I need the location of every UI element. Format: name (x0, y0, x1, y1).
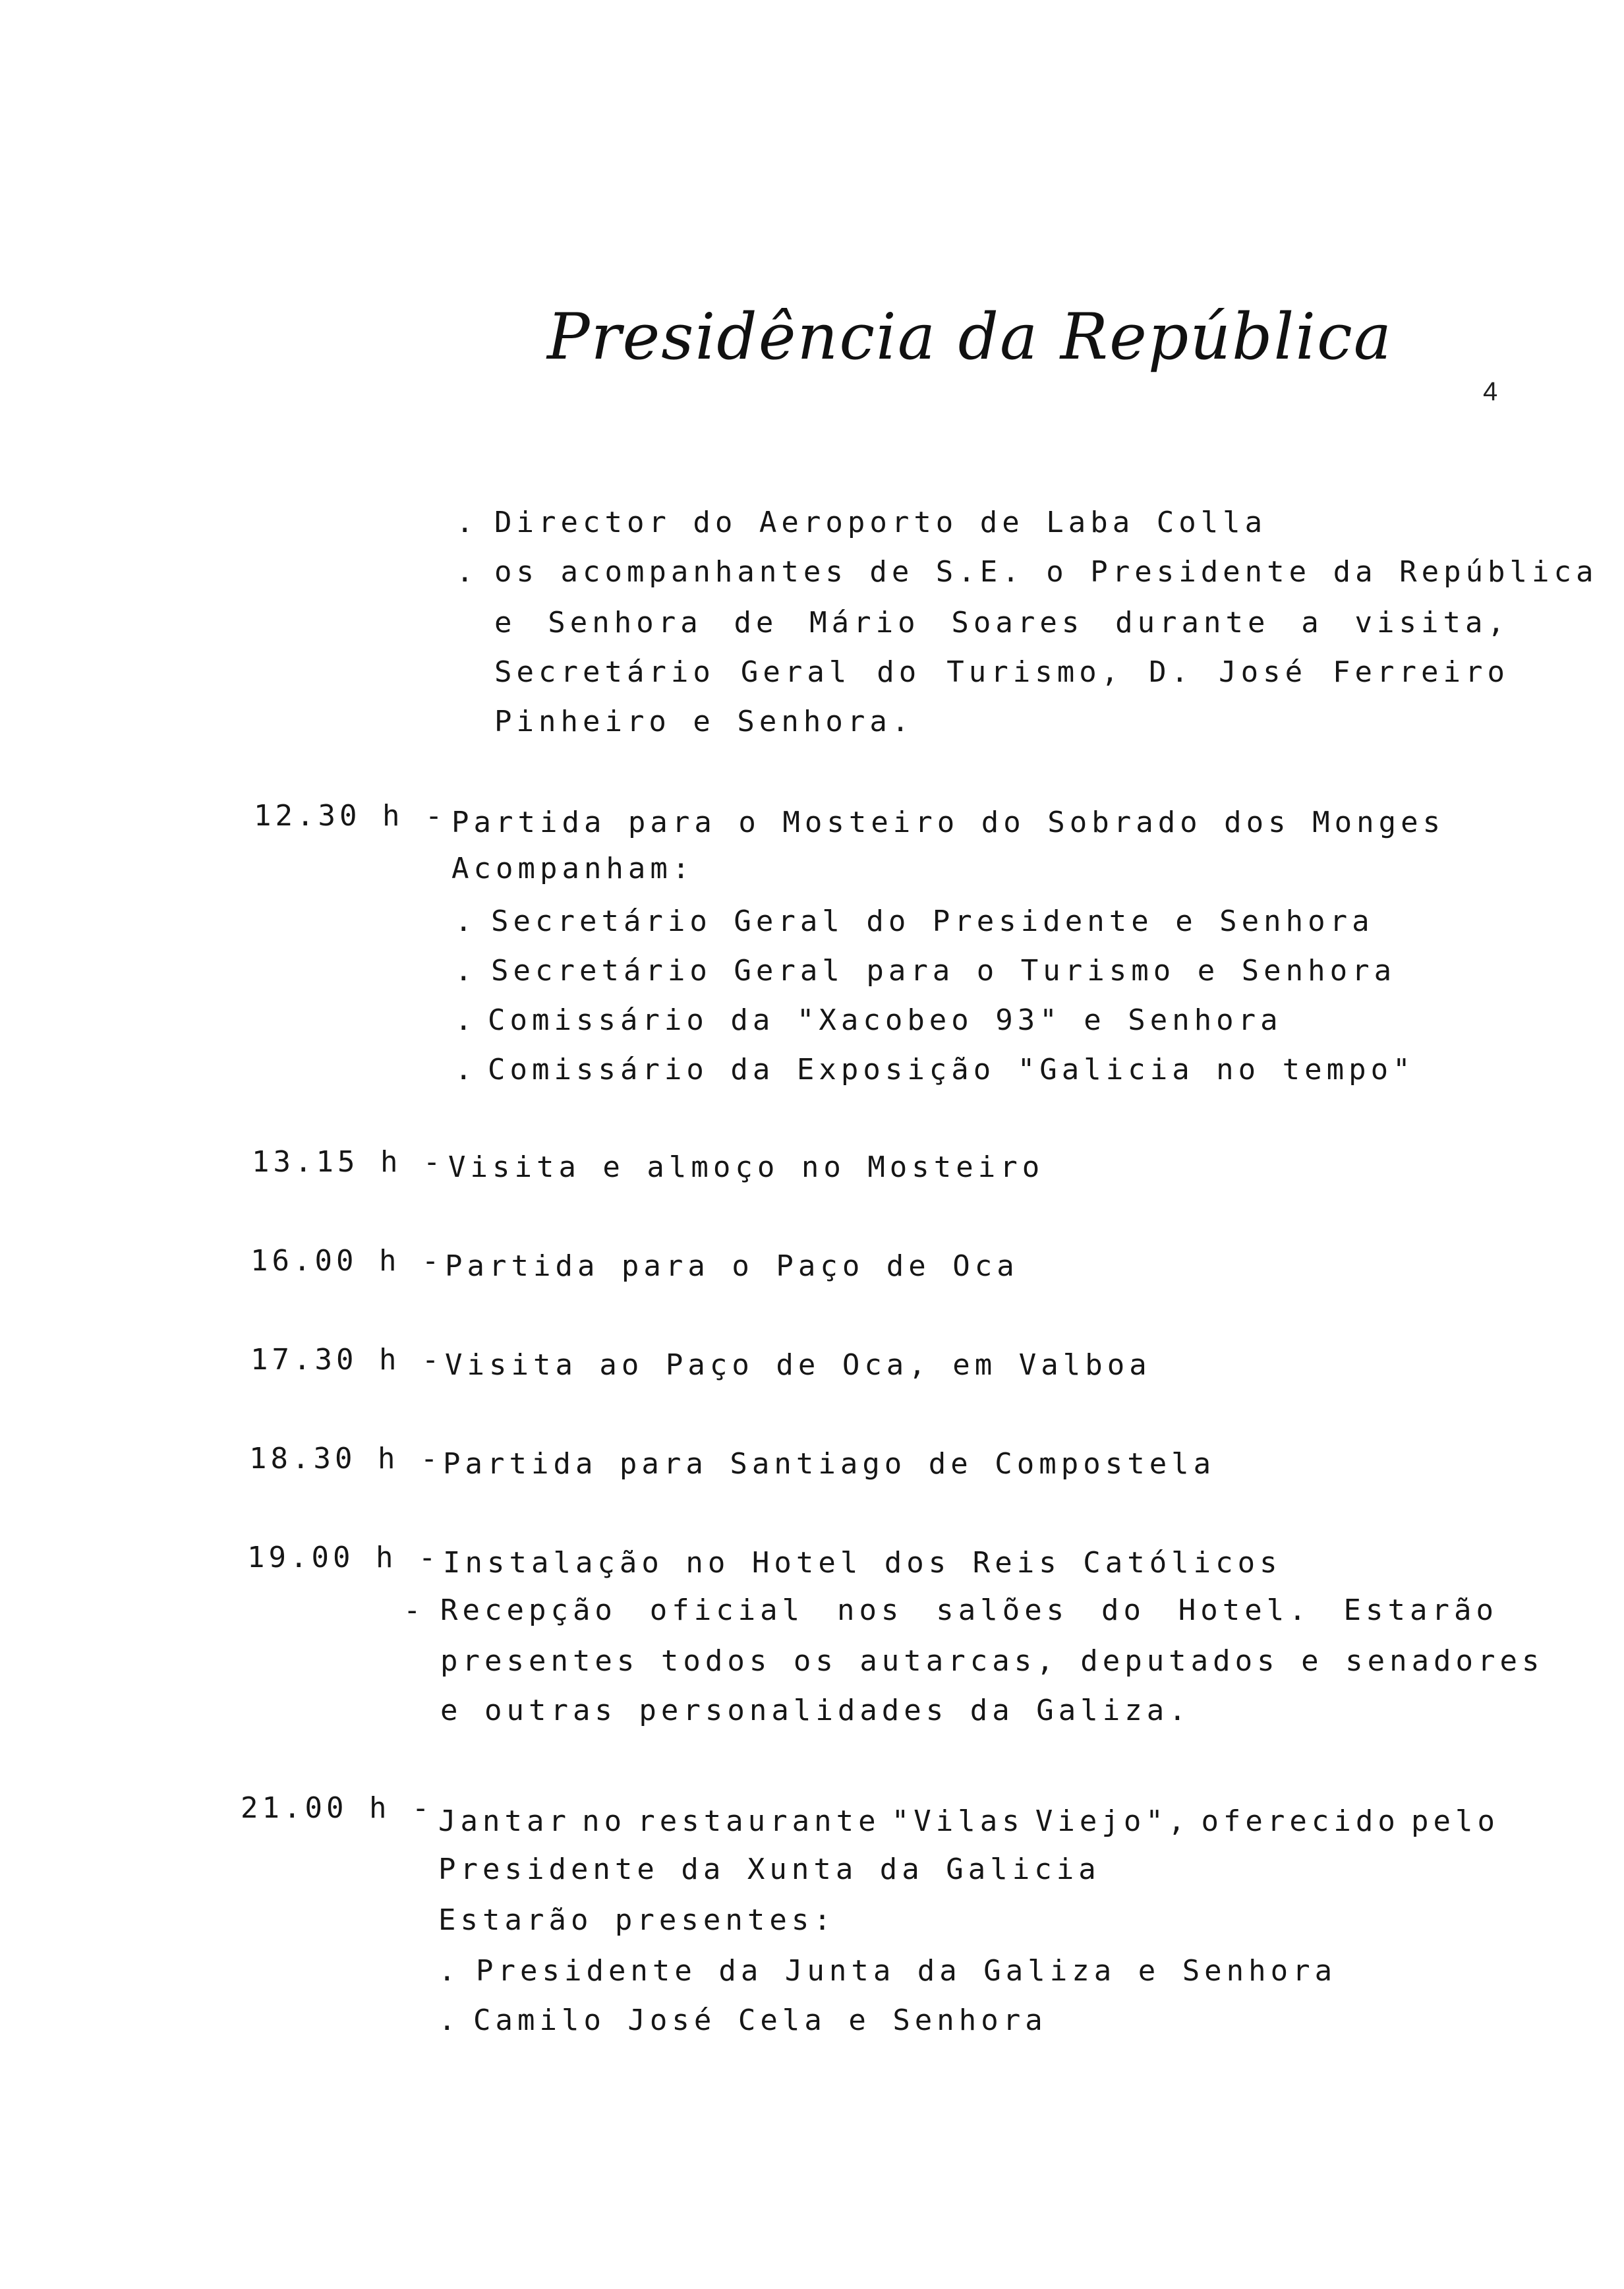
intro-bullet-2-line-1: os acompanhantes de S.E. o Presidente da República (494, 555, 1598, 589)
justified-word: Soares (951, 606, 1084, 639)
entry-1830-line-1: Partida para Santiago de Compostela (443, 1447, 1216, 1481)
presidencia-logo: Presidência da República (547, 300, 1393, 374)
entry-time-1315: 13.15 h - (252, 1145, 445, 1179)
entry-2100-line-3: Estarão presentes: (438, 1903, 836, 1937)
entry-1230-bullet-3: Comissário da "Xacobeo 93" e Senhora (488, 1003, 1283, 1037)
justified-word: Mário (809, 606, 920, 639)
entry-1900-line-1: Instalação no Hotel dos Reis Católicos (443, 1546, 1282, 1580)
entry-2100-line-2: Presidente da Xunta da Galicia (438, 1853, 1101, 1886)
justified-word: salões (936, 1593, 1069, 1627)
justified-word: a (1301, 606, 1323, 639)
entry-1600-line-1: Partida para o Paço de Oca (445, 1249, 1019, 1283)
intro-bullet-2-line-2 (494, 605, 1509, 641)
justified-word: Recepção (440, 1593, 617, 1627)
justified-word: Jantar (438, 1804, 571, 1838)
justified-word: e (494, 606, 517, 639)
justified-word: Estarão (1343, 1593, 1498, 1627)
entry-time-1730: 17.30 h - (250, 1343, 444, 1377)
justified-word: oferecido (1201, 1804, 1400, 1838)
justified-word: no (582, 1804, 627, 1838)
entry-2100-bullet-1: Presidente da Junta da Galiza e Senhora (476, 1954, 1337, 1988)
bullet-dot: . (456, 506, 474, 539)
justified-word: oficial (649, 1593, 805, 1627)
entry-1900-sub-line-2: presentes todos os autarcas, deputados e senadores (440, 1644, 1544, 1678)
justified-word: Secretário (494, 655, 715, 689)
entry-1230-line-2: Acompanham: (451, 852, 695, 885)
entry-1900-sub-line-3: e outras personalidades da Galiza. (440, 1694, 1191, 1727)
entry-1230-line-1: Partida para o Mosteiro do Sobrado dos Monges (451, 806, 1445, 839)
entry-2100-line-1 (438, 1803, 1499, 1840)
entry-time-1830: 18.30 h - (249, 1442, 442, 1475)
bullet-dot: . (456, 555, 474, 589)
intro-bullet-2-line-4: Pinheiro e Senhora. (494, 705, 914, 738)
justified-word: do (1101, 1593, 1146, 1627)
entry-1315-line-1: Visita e almoço no Mosteiro (448, 1150, 1045, 1184)
justified-word: restaurante (637, 1804, 881, 1838)
entry-2100-bullet-2: Camilo José Cela e Senhora (473, 2004, 1047, 2037)
entry-1900-dash: - (403, 1593, 426, 1627)
justified-word: José (1219, 655, 1308, 689)
bullet-dot: . (455, 905, 473, 938)
justified-word: D. (1149, 655, 1194, 689)
justified-word: Senhora (548, 606, 703, 639)
bullet-dot: . (438, 1954, 456, 1988)
entry-1900-sub-line-1 (440, 1592, 1498, 1629)
page-number: 4 (1483, 377, 1498, 406)
justified-word: Turismo, (946, 655, 1124, 689)
justified-word: pelo (1411, 1804, 1499, 1838)
intro-bullet-1: Director do Aeroporto de Laba Colla (494, 506, 1267, 539)
justified-word: "Vilas (891, 1804, 1024, 1838)
justified-word: Hotel. (1178, 1593, 1311, 1627)
entry-1230-bullet-2: Secretário Geral para o Turismo e Senhora (491, 954, 1397, 988)
justified-word: nos (836, 1593, 904, 1627)
intro-bullet-2-line-3 (494, 654, 1509, 691)
entry-time-1600: 16.00 h - (250, 1244, 444, 1278)
entry-time-1900: 19.00 h - (247, 1541, 440, 1574)
justified-word: de (734, 606, 778, 639)
justified-word: do (877, 655, 921, 689)
bullet-dot: . (455, 954, 473, 988)
entry-1230-bullet-1: Secretário Geral do Presidente e Senhora (491, 905, 1374, 938)
entry-time-2100: 21.00 h - (241, 1791, 434, 1825)
entry-1230-bullet-4: Comissário da Exposição "Galicia no tempo" (488, 1053, 1415, 1086)
bullet-dot: . (455, 1003, 473, 1037)
bullet-dot: . (455, 1053, 473, 1086)
justified-word: visita, (1354, 606, 1509, 639)
bullet-dot: . (438, 2004, 456, 2037)
justified-word: durante (1115, 606, 1270, 639)
entry-1730-line-1: Visita ao Paço de Oca, em Valboa (445, 1348, 1151, 1382)
entry-time-1230: 12.30 h - (254, 799, 447, 833)
justified-word: Ferreiro (1333, 655, 1509, 689)
justified-word: Viejo", (1035, 1804, 1190, 1838)
justified-word: Geral (740, 655, 852, 689)
